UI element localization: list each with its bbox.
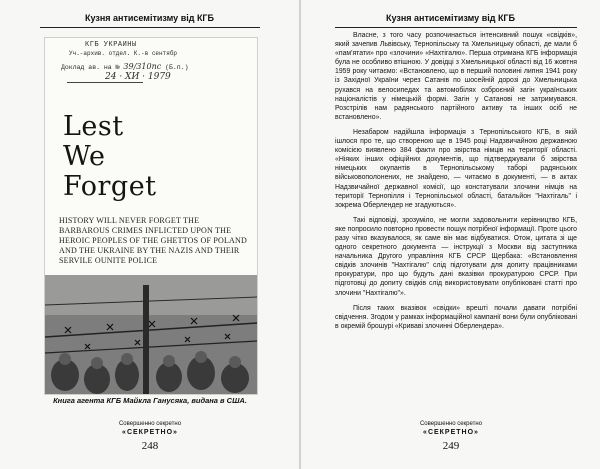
running-head: Кузня антисемітизму від КГБ <box>84 13 215 23</box>
page-number: 248 <box>141 440 159 452</box>
page-number: 249 <box>442 440 460 452</box>
footer-stamp: «СЕКРЕТНО» <box>122 429 178 436</box>
left-page <box>0 0 299 469</box>
handwritten-number: 39/310пс <box>123 62 162 71</box>
leaflet-image <box>44 37 258 395</box>
right-page <box>301 0 600 469</box>
stamp-suffix: (Б.п.) <box>165 64 189 71</box>
body-text <box>335 31 577 337</box>
page-footer <box>90 420 210 453</box>
paragraph: Незабаром надійшла інформація з Тернопільського КГБ, в якій ішлося про те, що створеною ще в 1945 році Надзвичайною державною комісією виявлено 384 факти про звірства німців на території області. «Ніяких інших офіційних документів, що підтверджували б звірства німецьких окупантів в Тернопільському таборі радянських військовополонених, не знайдено, — читаємо в документі, — в актах Надзвичайної державної комісії, що констатували злочини німців на території Тернопілля і Тернопільської області, батальйон "Нахтігаль" і зокрема Оберлендер не згадуються». <box>335 128 577 209</box>
footer-stamp: «СЕКРЕТНО» <box>423 429 479 436</box>
page-footer <box>391 420 511 453</box>
image-caption: Книга агента КГБ Майкла Ганусяка, видана в США. <box>53 396 247 405</box>
leaflet-title-word: Forget <box>63 171 157 202</box>
leaflet-manifesto: HISTORY WILL NEVER FORGET THE BARBAROUS CRIMES INFLICTED UPON THE HEROIC PEOPLES OF THE GHETTOS OF POLAND AND THE UKRAINE BY THE NAZIS AND THEIR SERVILE OUNITE POLICE <box>59 216 247 265</box>
footer-line: Совершенно секретно <box>118 421 182 427</box>
handwritten-date: 24 · ХИ · 1979 <box>105 72 171 82</box>
stamp-line <box>61 62 189 71</box>
barbed-wire-photo <box>45 275 257 394</box>
paragraph: Власне, з того часу розпочинається інтенсивний пошук «свідків», який зачепив Львівську, Тернопільську та Хмельницьку області, де мали б «пам'ятати» про «злочини» «Нахтігалю». Перша отримана КГБ інформація була не особливо втішною. У довідці з Хмельницької області від 16 жовтня 1959 року читаємо: «Встановлено, що в перший половині липня 1941 року із Західної України через Сатанів по шосейній дорозі до Хмельницька рухався на велосипедах та автомобілях озброєний загін українських націоналістів у німецькій формі. Загін у Сатанові не затримувався. Розстрілів нам радянського партійного активу та інших осіб не встановлено». <box>335 32 577 121</box>
footer-line: Совершенно секретно <box>419 421 483 427</box>
leaflet-title-word: Lest <box>63 111 124 142</box>
barbed-wire-illustration <box>45 275 257 394</box>
stamp-line: Уч.-архив. отдел. К.-в сентябр <box>69 50 178 57</box>
stamp-prefix: Доклад ав. на № <box>61 64 124 71</box>
paragraph: Після таких вказівок «свідки» врешті почали давати потрібні свідчення. Згодом у рамках інформаційної кампанії вони були опубліковані в окремій брошурі «Криваві злочинні Оберлендера». <box>335 304 577 330</box>
leaflet-title-word: We <box>63 141 106 172</box>
paragraph: Такі відповіді, зрозуміло, не могли задовольнити керівництво КГБ, яке попросило повторно провести пошук потрібної інформації. Проте цього разу чітко вказувалося, як саме він має відбуватися. Отож, цитата зі ще одного секретного документа — інструкції з Москви від заступника начальника Другого управління КГБ СРСР Щербака: «Встановлення свідків злочинів "Нахтігалю" слід підготувати для допиту працівниками прокуратури, про що будуть дані вказівки прокуратурою СРСР. При підготовці до допиту свідків слід використовувати опубліковані статті про злочини "Нахтігалю"». <box>335 216 577 297</box>
header-rule <box>335 27 577 28</box>
stamp-line: КГБ УКРАИНЫ <box>85 41 137 49</box>
running-head: Кузня антисемітизму від КГБ <box>385 13 516 23</box>
stamp-underline <box>67 82 143 83</box>
header-rule <box>40 27 260 28</box>
